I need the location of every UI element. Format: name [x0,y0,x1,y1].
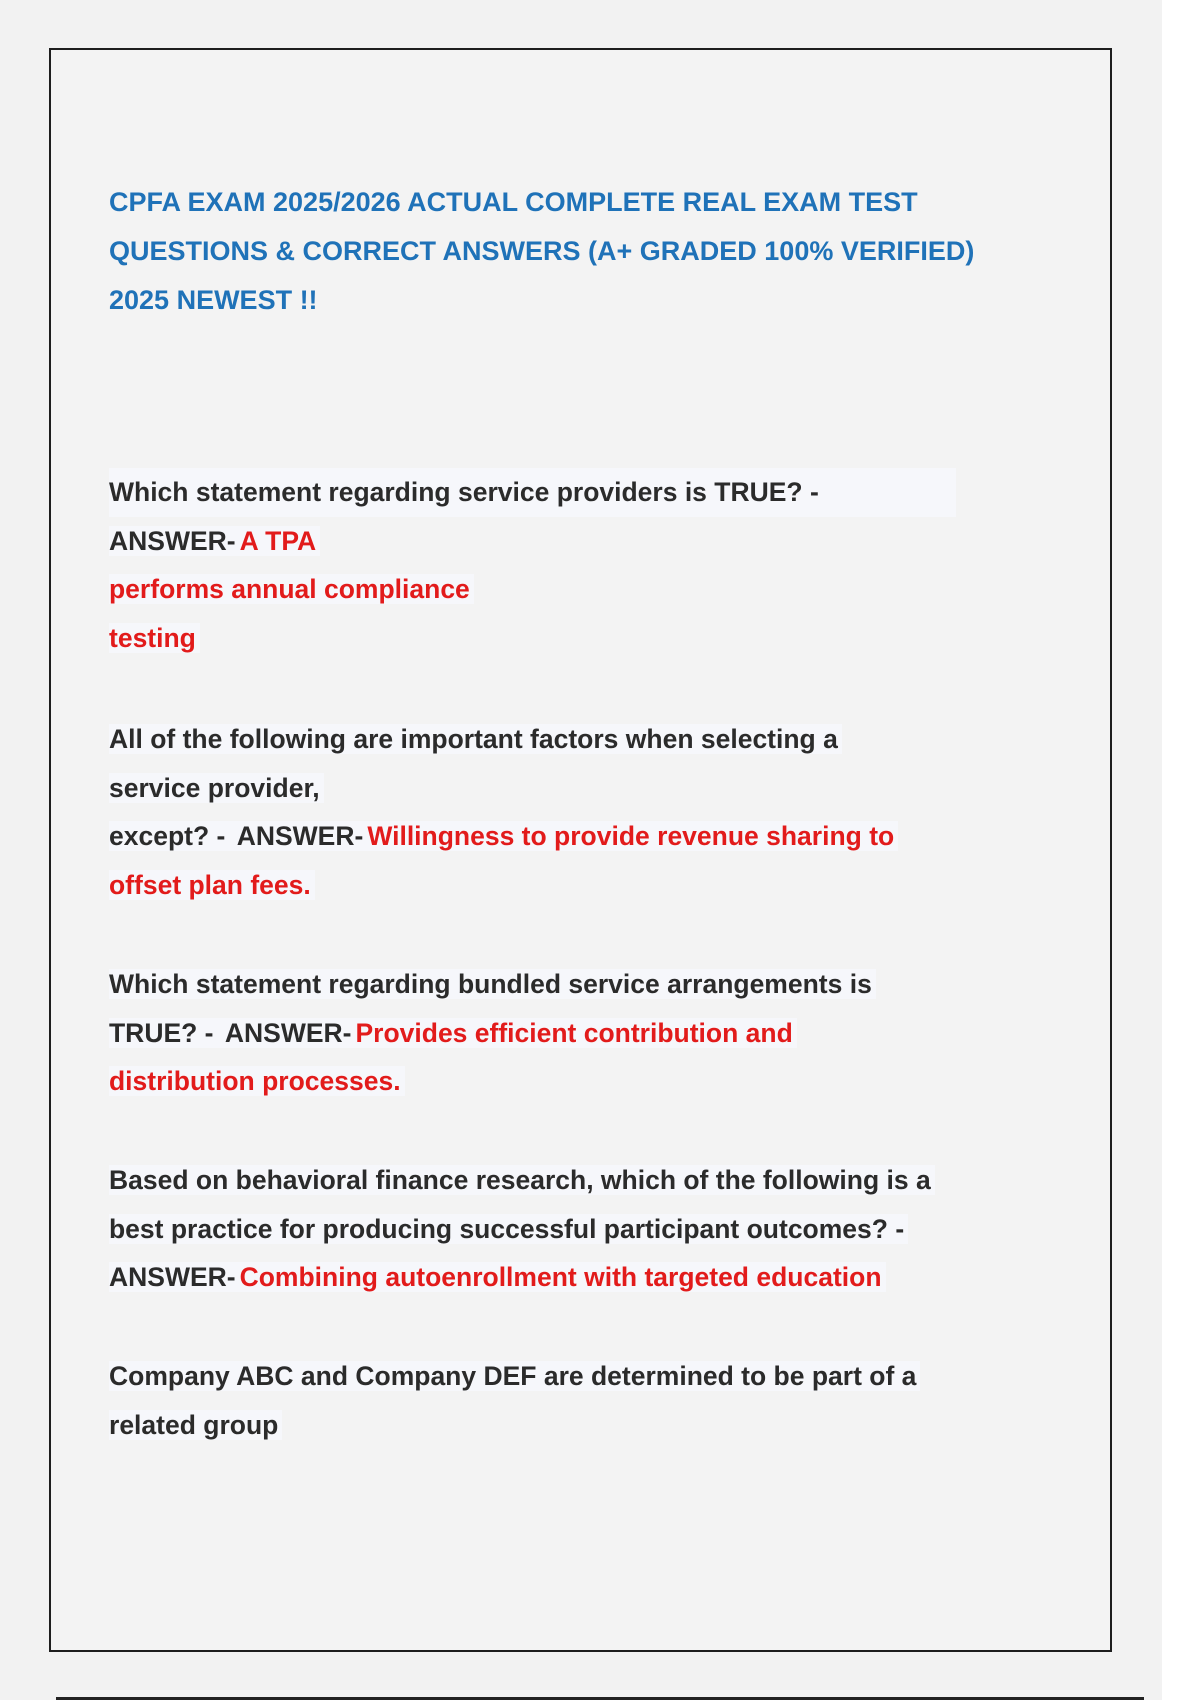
answer-text: Willingness to provide revenue sharing to offset plan fees. [109,821,898,900]
answer-marker: ANSWER- [237,821,368,851]
qa-item-4 [109,1156,984,1302]
question-text: service provider, [109,773,324,803]
question-text: Which statement regarding bundled service arrangements is TRUE? - [109,969,876,1048]
question-text: Based on behavioral finance research, which of the following is a best practice for producing successful participant outcomes? - [109,1165,935,1244]
qa-item-2 [109,715,969,909]
qa-item-3 [109,960,939,1106]
viewer-background-strip [1162,0,1200,1700]
answer-text: testing [109,623,200,653]
qa-item-1 [109,468,969,662]
answer-marker: ANSWER- [109,1262,240,1292]
answer-marker: ANSWER- [109,526,240,556]
question-text: except? - [109,821,237,851]
answer-text: Provides efficient contribution and distribution processes. [109,1018,797,1097]
question-text: All of the following are important factors when selecting a [109,724,842,754]
question-text: Company ABC and Company DEF are determined to be part of a related group [109,1361,920,1440]
answer-text: Combining autoenrollment with targeted education [240,1262,886,1292]
qa-item-5 [109,1352,954,1449]
answer-marker: ANSWER- [225,1018,356,1048]
document-title: CPFA EXAM 2025/2026 ACTUAL COMPLETE REAL EXAM TEST QUESTIONS & CORRECT ANSWERS (A+ GRADED 100% VERIFIED) 2025 NEWEST !! [109,187,975,315]
answer-text: A TPA [240,526,321,556]
question-text: Which statement regarding service providers is TRUE? - [109,468,956,517]
answer-text: performs annual compliance [109,574,474,604]
